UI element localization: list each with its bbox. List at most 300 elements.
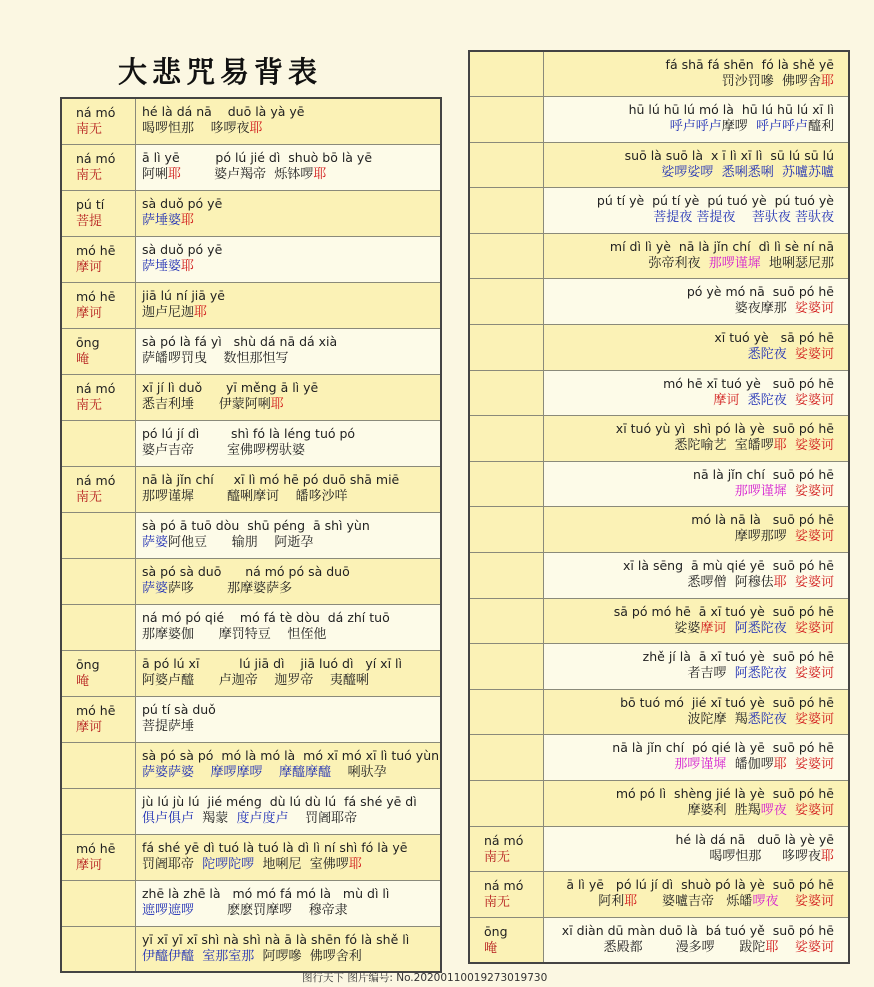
- mantra-content-cell: [136, 834, 442, 880]
- chinese-line: [544, 255, 834, 272]
- chinese-segment: 耶: [765, 939, 779, 955]
- label-pinyin: ōng: [76, 334, 100, 350]
- chinese-segment: 迦卢尼迦: [142, 304, 195, 320]
- chinese-segment: 菩提夜 菩提夜 菩驮夜 菩驮夜: [653, 210, 834, 226]
- chinese-segment: 萨婆: [142, 580, 169, 596]
- mantra-content-cell: [544, 781, 850, 827]
- chinese-segment: 娑婆诃: [794, 392, 834, 408]
- chinese-line: [142, 718, 440, 735]
- row-label-cell: [469, 233, 544, 279]
- chinese-segment: 萨哆 那摩婆萨多: [168, 580, 293, 596]
- chinese-segment: [787, 484, 795, 499]
- mantra-content-cell: [544, 97, 850, 143]
- mantra-row: [61, 236, 441, 282]
- chinese-segment: 那啰谨墀: [734, 483, 787, 499]
- chinese-segment: 遮啰遮啰: [142, 902, 195, 918]
- label-chinese: 唵: [76, 351, 90, 367]
- chinese-segment: 娑婆诃: [794, 757, 834, 773]
- mantra-row: [469, 507, 849, 553]
- mantra-content-cell: [136, 696, 442, 742]
- chinese-segment: 摩啰: [721, 119, 756, 135]
- chinese-segment: 阿婆卢醯 卢迦帝 迦罗帝 夷醯唎: [142, 672, 369, 688]
- chinese-line: [544, 665, 834, 682]
- row-label-cell: [469, 917, 544, 963]
- mantra-content-cell: [544, 872, 850, 918]
- chinese-segment: 那啰谨墀 醯唎摩诃 皤哆沙咩: [142, 488, 348, 504]
- mantra-row: [469, 142, 849, 188]
- chinese-segment: 醯利: [807, 119, 834, 135]
- pinyin-line: ā lì yē pó lú jié dì shuò bō là yē: [142, 149, 373, 165]
- pinyin-line: xī tuó yè sā pó hē: [714, 330, 834, 346]
- row-label-cell: [469, 644, 544, 690]
- chinese-segment: 弥帝利夜: [648, 255, 709, 271]
- row-label-cell: [61, 466, 136, 512]
- row-label-cell: [61, 282, 136, 328]
- chinese-segment: [739, 393, 747, 408]
- chinese-segment: 伊醯伊醯 室那室那: [142, 948, 255, 964]
- mantra-row: [61, 650, 441, 696]
- mantra-row: [469, 233, 849, 279]
- mantra-content-cell: [544, 917, 850, 963]
- chinese-line: [544, 437, 834, 454]
- mantra-content-cell: [136, 190, 442, 236]
- mantra-content-cell: [136, 604, 442, 650]
- chinese-line: [142, 948, 440, 965]
- pinyin-line: pú tí sà duǒ: [142, 701, 216, 717]
- mantra-content-cell: [544, 233, 850, 279]
- mantra-row: [61, 880, 441, 926]
- chinese-segment: 摩啰那啰: [734, 529, 795, 545]
- row-label-cell: [61, 144, 136, 190]
- chinese-segment: [726, 621, 734, 636]
- chinese-segment: [774, 165, 782, 180]
- label-pinyin: ná mó: [76, 472, 116, 488]
- chinese-segment: 喝啰怛那 哆啰夜: [142, 121, 250, 136]
- chinese-segment: 萨埵婆: [142, 212, 182, 228]
- right-mantra-table: [468, 50, 850, 964]
- left-mantra-table: [60, 97, 442, 973]
- chinese-segment: 麽麽罚摩啰 穆帝隶: [194, 902, 348, 918]
- chinese-segment: 阿啰嘇 佛啰舍利: [254, 948, 362, 964]
- chinese-line: [142, 902, 440, 919]
- chinese-line: [544, 118, 834, 135]
- mantra-row: [61, 144, 441, 190]
- pinyin-line: nā là jǐn chí xī lì mó hē pó duō shā miē: [142, 471, 400, 487]
- row-label-cell: [469, 97, 544, 143]
- chinese-line: [142, 396, 440, 413]
- mantra-row: [469, 461, 849, 507]
- chinese-segment: 婆卢吉帝 室佛啰楞驮婆: [142, 442, 306, 458]
- pinyin-line: xī diàn dū màn duō là bá tuó yě suō pó hē: [561, 922, 834, 938]
- mantra-row: [469, 370, 849, 416]
- mantra-row: [469, 689, 849, 735]
- row-label-cell: [61, 190, 136, 236]
- chinese-segment: 耶: [181, 258, 195, 274]
- chinese-segment: [787, 712, 795, 727]
- chinese-line: [142, 120, 440, 137]
- page-title: 大悲咒易背表: [118, 55, 323, 89]
- label-pinyin: pú tí: [76, 196, 105, 212]
- chinese-segment: 萨婆萨婆 摩啰摩啰 摩醯摩醯: [142, 764, 332, 780]
- pinyin-line: sà pó ā tuō dòu shū péng ā shì yùn: [142, 517, 370, 533]
- label-pinyin: ná mó: [484, 832, 524, 848]
- chinese-segment: 娑婆诃: [794, 483, 834, 499]
- chinese-segment: 陀啰陀啰: [202, 856, 255, 872]
- pinyin-line: zhē là zhē là mó mó fá mó là mù dì lì: [142, 885, 390, 901]
- chinese-line: [142, 810, 440, 827]
- chinese-segment: 罚阇耶帝: [288, 810, 358, 826]
- chinese-segment: 地唎瑟尼那: [760, 255, 834, 271]
- chinese-segment: 娑婆: [674, 620, 701, 636]
- chinese-segment: 娑婆诃: [794, 529, 834, 545]
- label-chinese: 摩诃: [76, 259, 103, 275]
- row-label-cell: [61, 696, 136, 742]
- chinese-segment: [778, 894, 795, 909]
- label-pinyin: ná mó: [76, 105, 116, 120]
- chinese-segment: [787, 666, 795, 681]
- pinyin-line: hé là dá nā duō là yà yē: [142, 104, 305, 119]
- chinese-line: [544, 574, 834, 591]
- pinyin-line: xī là sēng ā mù qié yē suō pó hē: [623, 558, 834, 574]
- label-pinyin: ná mó: [76, 380, 116, 396]
- pinyin-line: suō là suō là x ī lì xī lì sū lú sū lú: [624, 147, 834, 163]
- pinyin-line: ā pó lú xī lú jiā dì jiā luó dì yí xī lì: [142, 655, 402, 671]
- chinese-segment: 娑婆诃: [794, 666, 834, 682]
- row-label-cell: [469, 826, 544, 872]
- pinyin-line: mó hē xī tuó yè suō pó hē: [663, 375, 834, 391]
- pinyin-line: mó là nā là suō pó hē: [691, 512, 834, 528]
- chinese-line: [142, 442, 440, 459]
- chinese-segment: 娑婆诃: [794, 939, 834, 955]
- pinyin-line: nā là jǐn chí pó qié là yē suō pó hē: [612, 740, 834, 756]
- label-chinese: 摩诃: [76, 305, 103, 321]
- pinyin-line: mó pó lì shèng jié là yè suō pó hē: [615, 786, 834, 801]
- mantra-row: [469, 826, 849, 872]
- chinese-segment: 悉啰僧 阿穆佉: [687, 575, 774, 591]
- label-pinyin: mó hē: [76, 702, 116, 718]
- mantra-row: [61, 466, 441, 512]
- mantra-row: [61, 834, 441, 880]
- mantra-row: [469, 553, 849, 599]
- row-label-cell: [469, 279, 544, 325]
- chinese-segment: 那啰谨墀: [708, 255, 761, 271]
- label-chinese: 南无: [76, 489, 103, 505]
- row-label-cell: [61, 558, 136, 604]
- chinese-segment: 摩诃: [700, 620, 727, 636]
- chinese-segment: 摩诃: [713, 392, 740, 408]
- pinyin-line: pó yè mó nā suō pó hē: [686, 284, 834, 300]
- pinyin-line: fá shé yē dì tuó là tuó là dì lì ní shì fó là yē: [142, 839, 408, 855]
- chinese-segment: 那摩婆伽 摩罚特豆 怛侄他: [142, 626, 327, 642]
- row-label-cell: [61, 420, 136, 466]
- mantra-row: [61, 98, 441, 144]
- chinese-segment: 耶: [313, 166, 327, 182]
- label-chinese: 摩诃: [76, 719, 103, 735]
- row-label-cell: [61, 236, 136, 282]
- mantra-content-cell: [136, 98, 442, 144]
- label-chinese: 唵: [76, 673, 90, 689]
- chinese-segment: [787, 575, 795, 590]
- chinese-segment: 悉陀喻艺 室皤啰: [674, 438, 774, 454]
- chinese-line: [142, 166, 440, 183]
- chinese-segment: 罚沙罚嘇 佛啰舍: [721, 74, 821, 89]
- mantra-content-cell: [544, 142, 850, 188]
- chinese-line: [544, 848, 834, 865]
- chinese-segment: 耶: [773, 575, 787, 591]
- chinese-segment: 萨埵婆: [142, 258, 182, 274]
- row-label-cell: [61, 650, 136, 696]
- chinese-segment: 那啰谨墀: [674, 757, 727, 773]
- mantra-content-cell: [136, 282, 442, 328]
- chinese-segment: 摩婆利 胜羯: [687, 803, 761, 818]
- pinyin-line: sà duǒ pó yē: [142, 241, 223, 257]
- chinese-segment: 阿悉陀夜: [734, 666, 787, 682]
- row-label-cell: [61, 788, 136, 834]
- mantra-content-cell: [136, 236, 442, 282]
- chinese-segment: 耶: [181, 212, 195, 228]
- chinese-segment: 娑婆诃: [794, 803, 834, 818]
- row-label-cell: [469, 461, 544, 507]
- chinese-line: [142, 534, 440, 551]
- chinese-segment: 娑啰娑啰: [661, 164, 714, 180]
- chinese-segment: 萨皤啰罚曳 数怛那怛写: [142, 350, 289, 366]
- pinyin-line: sà pó sà duō ná mó pó sà duō: [142, 563, 350, 579]
- pinyin-line: zhě jí là ā xī tuó yè suō pó hē: [642, 649, 834, 665]
- label-chinese: 南无: [76, 167, 103, 183]
- pinyin-line: jiā lú ní jiā yē: [142, 287, 225, 303]
- chinese-segment: 罚阇耶帝: [142, 856, 203, 872]
- chinese-line: [544, 346, 834, 363]
- row-label-cell: [469, 781, 544, 827]
- chinese-segment: 耶: [773, 438, 787, 454]
- chinese-line: [544, 73, 834, 90]
- chinese-segment: 悉殿都 漫多啰 跋陀: [603, 939, 766, 955]
- mantra-content-cell: [136, 512, 442, 558]
- chinese-line: [142, 304, 440, 321]
- row-label-cell: [469, 598, 544, 644]
- chinese-line: [544, 802, 834, 819]
- mantra-row: [469, 735, 849, 781]
- chinese-segment: 耶: [168, 166, 182, 182]
- row-label-cell: [61, 926, 136, 972]
- chinese-segment: 婆卢羯帝 烁钵啰: [181, 166, 314, 182]
- mantra-row: [469, 325, 849, 371]
- mantra-content-cell: [544, 507, 850, 553]
- chinese-line: [544, 528, 834, 545]
- mantra-row: [61, 190, 441, 236]
- row-label-cell: [61, 834, 136, 880]
- chinese-segment: 悉陀夜: [747, 347, 787, 363]
- chinese-segment: 耶: [249, 121, 263, 136]
- footer-caption: 图行天下 图片编号: No.20200110019273019730: [302, 972, 548, 984]
- mantra-content-cell: [136, 926, 442, 972]
- chinese-line: [544, 392, 834, 409]
- label-pinyin: mó hē: [76, 288, 116, 304]
- chinese-segment: 啰夜: [752, 894, 779, 910]
- chinese-segment: 耶: [773, 757, 787, 773]
- chinese-segment: 悉唎悉唎: [721, 164, 774, 180]
- chinese-segment: 啰夜: [760, 803, 787, 818]
- chinese-segment: 度卢度卢: [236, 810, 289, 826]
- mantra-row: [469, 97, 849, 143]
- label-pinyin: ná mó: [484, 878, 524, 894]
- mantra-content-cell: [136, 788, 442, 834]
- mantra-content-cell: [136, 880, 442, 926]
- label-chinese: 南无: [484, 849, 511, 865]
- mantra-content-cell: [544, 188, 850, 234]
- chinese-segment: 俱卢俱卢: [142, 810, 195, 826]
- mantra-content-cell: [544, 325, 850, 371]
- row-label-cell: [61, 328, 136, 374]
- mantra-row: [61, 328, 441, 374]
- mantra-content-cell: [544, 553, 850, 599]
- mantra-content-cell: [544, 735, 850, 781]
- chinese-segment: 阿他豆 输朋 阿逝孕: [168, 534, 314, 550]
- mantra-content-cell: [136, 420, 442, 466]
- pinyin-line: pú tí yè pú tí yè pú tuó yè pú tuó yè: [596, 193, 834, 209]
- mantra-content-cell: [544, 826, 850, 872]
- pinyin-line: hé là dá nā duō là yè yē: [675, 831, 834, 847]
- chinese-line: [544, 939, 834, 956]
- pinyin-line: pó lú jí dì shì fó là léng tuó pó: [142, 425, 356, 441]
- pinyin-line: jù lú jù lú jié méng dù lú dù lú fá shé yē dì: [142, 793, 417, 809]
- chinese-line: [544, 620, 834, 637]
- chinese-segment: 阿利: [598, 894, 625, 910]
- chinese-line: [142, 672, 440, 689]
- mantra-content-cell: [544, 644, 850, 690]
- label-chinese: 南无: [484, 895, 511, 911]
- mantra-content-cell: [544, 461, 850, 507]
- mantra-row: [61, 604, 441, 650]
- chinese-line: [544, 164, 834, 181]
- mantra-content-cell: [544, 370, 850, 416]
- mantra-content-cell: [544, 598, 850, 644]
- mantra-content-cell: [136, 742, 442, 788]
- chinese-segment: 波陀摩 羯: [687, 711, 748, 727]
- chinese-segment: 阿唎: [142, 166, 169, 182]
- chinese-line: [544, 756, 834, 773]
- chinese-segment: 悉吉利埵 伊蒙阿唎: [142, 396, 271, 412]
- label-pinyin: mó hē: [76, 840, 116, 856]
- mantra-row: [61, 742, 441, 788]
- chinese-segment: 悉陀夜: [747, 392, 787, 408]
- mantra-row: [61, 420, 441, 466]
- pinyin-line: ā lì yē pó lú jí dì shuò pó là yè suō pó hē: [566, 877, 834, 893]
- chinese-segment: [787, 347, 795, 362]
- chinese-segment: 悉陀夜: [747, 711, 787, 727]
- mantra-row: [469, 781, 849, 827]
- mantra-row: [469, 598, 849, 644]
- mantra-content-cell: [544, 279, 850, 325]
- chinese-segment: 娑婆诃: [794, 575, 834, 591]
- mantra-row: [469, 644, 849, 690]
- row-label-cell: [469, 553, 544, 599]
- row-label-cell: [61, 98, 136, 144]
- chinese-segment: [787, 393, 795, 408]
- chinese-segment: 呼卢呼卢: [669, 119, 722, 135]
- chinese-segment: 者吉啰: [687, 666, 735, 682]
- label-chinese: 摩诃: [76, 857, 103, 873]
- label-pinyin: ōng: [484, 923, 508, 939]
- row-label-cell: [469, 325, 544, 371]
- chinese-segment: 娑婆诃: [794, 347, 834, 363]
- pinyin-line: ná mó pó qié mó fá tè dòu dá zhí tuō: [142, 609, 390, 625]
- mantra-row: [61, 558, 441, 604]
- chinese-line: [142, 350, 440, 367]
- chinese-segment: 耶: [348, 856, 362, 872]
- chinese-line: [544, 483, 834, 500]
- chinese-segment: 婆嚧吉帝 烁皤: [637, 894, 753, 910]
- chinese-segment: 婆夜摩那: [734, 301, 795, 317]
- mantra-row: [61, 282, 441, 328]
- chinese-segment: 娑婆诃: [794, 711, 834, 727]
- mantra-row: [61, 788, 441, 834]
- chinese-segment: [778, 940, 795, 955]
- row-label-cell: [61, 742, 136, 788]
- row-label-cell: [61, 880, 136, 926]
- mantra-content-cell: [136, 328, 442, 374]
- mantra-content-cell: [136, 144, 442, 190]
- chinese-segment: [713, 165, 721, 180]
- chinese-segment: 娑婆诃: [794, 620, 834, 636]
- pinyin-line: mí dì lì yè nā là jǐn chí dì lì sè ní nā: [609, 238, 834, 254]
- chinese-segment: [787, 757, 795, 772]
- pinyin-line: sà pó là fá yì shù dá nā dá xià: [142, 333, 338, 349]
- label-pinyin: ōng: [76, 656, 100, 672]
- row-label-cell: [469, 507, 544, 553]
- chinese-line: [544, 209, 834, 226]
- chinese-segment: 耶: [820, 74, 834, 89]
- mantra-row: [61, 512, 441, 558]
- mantra-row: [469, 872, 849, 918]
- pinyin-line: yī xī yī xī shì nà shì nà ā là shēn fó là shě lì: [142, 931, 410, 947]
- row-label-cell: [469, 51, 544, 97]
- chinese-line: [142, 626, 440, 643]
- pinyin-line: xī tuó yù yì shì pó là yè suō pó hē: [615, 421, 834, 437]
- chinese-segment: 阿悉陀夜: [734, 620, 787, 636]
- chinese-line: [142, 212, 440, 229]
- chinese-segment: 耶: [820, 848, 834, 864]
- pinyin-line: xī jí lì duǒ yī měng ā lì yē: [142, 379, 319, 395]
- chinese-segment: 耶: [194, 304, 208, 320]
- mantra-content-cell: [136, 466, 442, 512]
- mantra-content-cell: [544, 689, 850, 735]
- chinese-segment: 耶: [270, 396, 284, 412]
- row-label-cell: [61, 604, 136, 650]
- chinese-segment: 呼卢呼卢: [755, 119, 808, 135]
- chinese-line: [142, 488, 440, 505]
- pinyin-line: fá shā fá shēn fó là shě yē: [665, 57, 834, 72]
- mantra-row: [61, 374, 441, 420]
- pinyin-line: sā pó mó hē ā xī tuó yè suō pó hē: [613, 603, 834, 619]
- chinese-segment: 羯蒙: [194, 810, 237, 826]
- mantra-row: [469, 51, 849, 97]
- chinese-line: [142, 764, 440, 781]
- chinese-line: [142, 580, 440, 597]
- mantra-row: [469, 188, 849, 234]
- chinese-segment: 唎驮孕: [331, 764, 387, 780]
- chinese-segment: 苏嚧苏嚧: [781, 164, 834, 180]
- chinese-segment: 皤伽啰: [726, 757, 774, 773]
- label-chinese: 唵: [484, 940, 498, 956]
- pinyin-line: nā là jǐn chí suō pó hē: [693, 466, 834, 482]
- mantra-content-cell: [136, 374, 442, 420]
- chinese-line: [544, 300, 834, 317]
- chinese-line: [142, 856, 440, 873]
- row-label-cell: [61, 374, 136, 420]
- chinese-line: [544, 711, 834, 728]
- pinyin-line: hū lú hū lú mó là hū lú hū lú xī lì: [628, 102, 834, 118]
